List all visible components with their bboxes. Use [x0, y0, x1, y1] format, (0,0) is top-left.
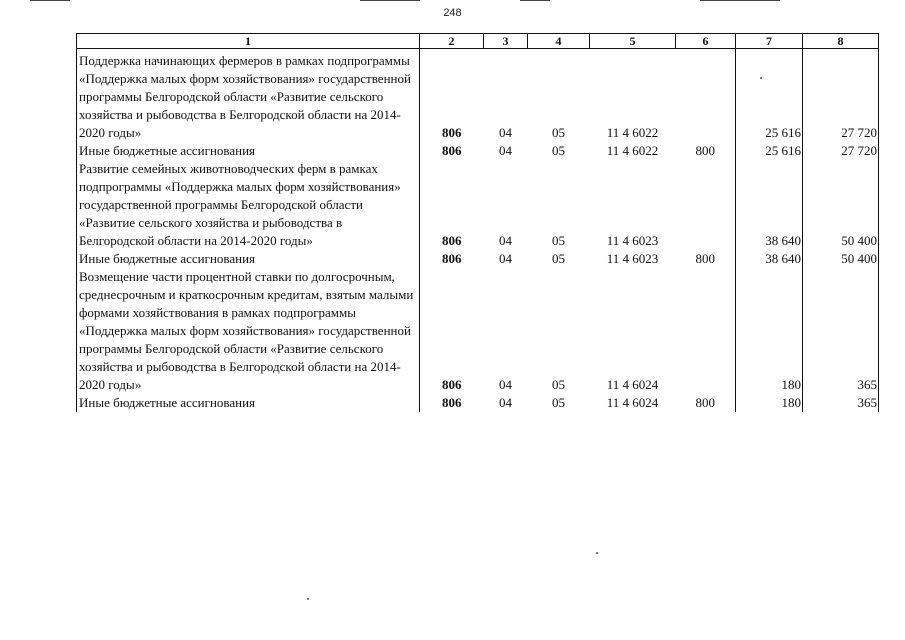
- cell-amount: 50 400: [803, 250, 879, 268]
- cell-amount: 365: [803, 268, 879, 394]
- cell-article: 11 4 6023: [606, 251, 659, 266]
- cell-amount: 365: [803, 394, 879, 412]
- top-edge-rule: [520, 0, 550, 1]
- cell-code: 806: [420, 160, 484, 250]
- header-cell: 4: [528, 34, 590, 49]
- cell-code: 806: [420, 142, 484, 160]
- cell-section: 04: [499, 395, 512, 410]
- header-row: [77, 34, 879, 49]
- header-cell: 8: [803, 34, 879, 49]
- header-cell: 6: [676, 34, 736, 49]
- row-name: Иные бюджетные ассигнования: [77, 394, 420, 412]
- scan-speck: [596, 552, 598, 554]
- row-name: Возмещение части процентной ставки по долгосрочным, среднесрочным и краткосрочным кредитам, взятым малыми формами хозяйствования в рамках подпрограммы «Поддержка малых форм хозяйствования» государственной программы Белгородской области «Развитие сельского хозяйства и рыбоводства в Белгородской области на 2014-2020 годы»: [77, 268, 420, 394]
- cell-type: [676, 160, 736, 250]
- cell-type: 800: [695, 143, 715, 158]
- cell-type: [676, 268, 736, 394]
- cell-article: 11 4 6023: [606, 233, 659, 248]
- budget-table: [76, 33, 879, 412]
- header-cell: 7: [736, 34, 803, 49]
- row-name: Развитие семейных животноводческих ферм в рамках подпрограммы «Поддержка малых форм хозяйствования» государственной программы Белгородской области «Развитие сельского хозяйства и рыбоводства в Белгородской области на 2014-2020 годы»: [77, 160, 420, 250]
- cell-code: 806: [420, 394, 484, 412]
- cell-code: 806: [420, 49, 484, 143]
- cell-subsection: 05: [552, 377, 565, 392]
- cell-amount: 38 640: [736, 250, 803, 268]
- cell-article: 11 4 6024: [606, 395, 659, 410]
- table-row: [77, 394, 879, 412]
- row-name: Иные бюджетные ассигнования: [77, 142, 420, 160]
- cell-amount: 38 640: [736, 160, 803, 250]
- cell-subsection: 05: [552, 251, 565, 266]
- table-row: [77, 49, 879, 143]
- cell-article: 11 4 6024: [606, 377, 659, 392]
- cell-subsection: 05: [552, 233, 565, 248]
- cell-code: 806: [420, 268, 484, 394]
- row-name: Иные бюджетные ассигнования: [77, 250, 420, 268]
- cell-subsection: 05: [552, 395, 565, 410]
- table-row: [77, 268, 879, 394]
- cell-article: 11 4 6022: [606, 125, 659, 140]
- top-edge-rule: [700, 0, 780, 1]
- header-cell: 3: [484, 34, 528, 49]
- cell-section: 04: [499, 233, 512, 248]
- scan-speck: [760, 77, 762, 79]
- row-name: Поддержка начинающих фермеров в рамках подпрограммы «Поддержка малых форм хозяйствования» государственной программы Белгородской области «Развитие сельского хозяйства и рыбоводства в Белгородской области на 2014-2020 годы»: [77, 49, 420, 143]
- cell-type: 800: [695, 395, 715, 410]
- cell-amount: 180: [736, 394, 803, 412]
- top-edge-rule: [30, 0, 70, 1]
- cell-amount: 27 720: [803, 49, 879, 143]
- cell-article: 11 4 6022: [606, 143, 659, 158]
- cell-section: 04: [499, 251, 512, 266]
- header-cell: 5: [590, 34, 676, 49]
- cell-section: 04: [499, 125, 512, 140]
- table-row: [77, 142, 879, 160]
- cell-amount: 180: [736, 268, 803, 394]
- scan-speck: [307, 598, 309, 600]
- table-row: [77, 250, 879, 268]
- table-row: [77, 160, 879, 250]
- cell-section: 04: [499, 377, 512, 392]
- cell-code: 806: [420, 250, 484, 268]
- cell-amount: 50 400: [803, 160, 879, 250]
- cell-type: 800: [695, 251, 715, 266]
- cell-amount: 27 720: [803, 142, 879, 160]
- cell-section: 04: [499, 143, 512, 158]
- page-number: 248: [443, 7, 462, 19]
- cell-subsection: 05: [552, 125, 565, 140]
- cell-type: [676, 49, 736, 143]
- cell-amount: 25 616: [736, 49, 803, 143]
- top-edge-rule: [360, 0, 420, 1]
- cell-subsection: 05: [552, 143, 565, 158]
- header-cell: 1: [77, 34, 420, 49]
- header-cell: 2: [420, 34, 484, 49]
- cell-amount: 25 616: [736, 142, 803, 160]
